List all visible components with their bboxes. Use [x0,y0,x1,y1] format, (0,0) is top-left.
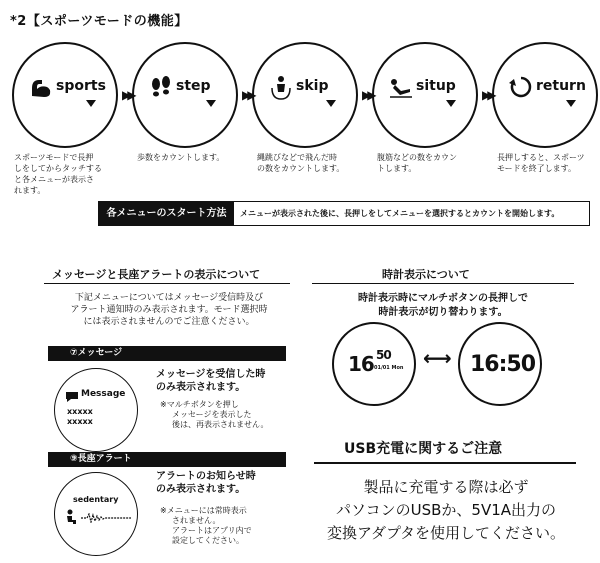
mode-label: skip [296,78,329,94]
divider [44,283,290,284]
mode-circle-return [492,42,598,148]
right-section-title: 時計表示について [382,268,470,281]
return-arrow-icon [508,74,534,100]
muscle-arm-icon [28,74,54,100]
message-screen [54,368,138,452]
swap-arrow-icon: ⟷ [423,346,452,370]
mode-desc-situp: 腹筋などの数をカウン トします。 [377,153,457,173]
situp-person-icon [388,74,414,100]
alert-screen [54,472,138,556]
message-subnote: ※マルチボタンを押し メッセージを表示した 後は、再表示されません。 [160,400,269,429]
message-note: メッセージを受信した時 のみ表示されます。 [156,369,266,393]
mode-label: return [536,78,586,94]
clock-time: 16:50 [470,352,536,377]
chevron-down-icon [86,100,96,107]
mode-desc-sports: スポーツモードで長押 しをしてからタッチする と各メニューが表示さ れます。 [14,153,102,195]
message-bubble-icon [65,391,79,403]
page-title: *2【スポーツモードの機能】 [10,14,188,29]
mode-circle-step [132,42,238,148]
alert-screen-title: sedentary [73,495,119,504]
mode-label: situp [416,78,456,94]
mode-label: step [176,78,211,94]
mode-circle-skip [252,42,358,148]
mode-label: sports [56,78,106,94]
clock-minute: 50 [376,348,391,362]
jump-rope-icon [268,74,294,100]
mode-circle-situp [372,42,478,148]
alert-note: アラートのお知らせ時 のみ表示されます。 [156,471,256,495]
message-pill: ⑦メッセージ [48,346,286,361]
mode-circle-sports [12,42,118,148]
divider [314,462,576,464]
mode-desc-return: 長押しすると、スポーツ モードを終了します。 [497,153,585,173]
double-chevron-icon: ▶▶ [122,88,133,102]
chevron-down-icon [566,100,576,107]
waveform-icon [81,513,131,523]
right-intro: 時計表示時にマルチボタンの長押しで 時計表示が切り替わります。 [358,293,528,318]
alert-pill: ⑨長座アラート [48,452,286,467]
banner-text: メニューが表示された後に、長押しをしてメニューを選択するとカウントを開始します。 [240,209,560,218]
start-method-banner [98,201,590,226]
usb-notice-title: USB充電に関するご注意 [344,441,503,457]
left-section-title: メッセージと長座アラートの表示について [52,268,261,281]
clock-face-a [332,322,416,406]
clock-date: 01/01 Mon [374,365,404,371]
message-screen-title: Message [81,389,126,399]
clock-face-b [458,322,542,406]
footprints-icon [148,74,174,100]
mode-desc-skip: 縄跳びなどで飛んだ時 の数をカウントします。 [257,153,345,173]
double-chevron-icon: ▶▶ [362,88,373,102]
chevron-down-icon [206,100,216,107]
seated-person-icon [63,509,77,525]
chevron-down-icon [326,100,336,107]
double-chevron-icon: ▶▶ [242,88,253,102]
banner-title: 各メニューのスタート方法 [99,202,234,225]
mode-desc-step: 歩数をカウントします。 [137,153,225,162]
left-intro: 下記メニューについてはメッセージ受信時及び アラート通知時のみ表示されます。モード選択時 には表示されませんのでご注意ください。 [70,293,268,327]
clock-hour: 16 [348,352,374,376]
double-chevron-icon: ▶▶ [482,88,493,102]
chevron-down-icon [446,100,456,107]
message-screen-line: xxxxx [67,407,93,416]
usb-notice-text: 製品に充電する際は必ず パソコンのUSBか、5V1A出力の 変換アダプタを使用してください。 [327,478,565,542]
alert-subnote: ※メニューには常時表示 されません。 アラートはアプリ内で 設定してください。 [160,506,252,545]
message-screen-line: xxxxx [67,417,93,426]
divider [312,283,574,284]
